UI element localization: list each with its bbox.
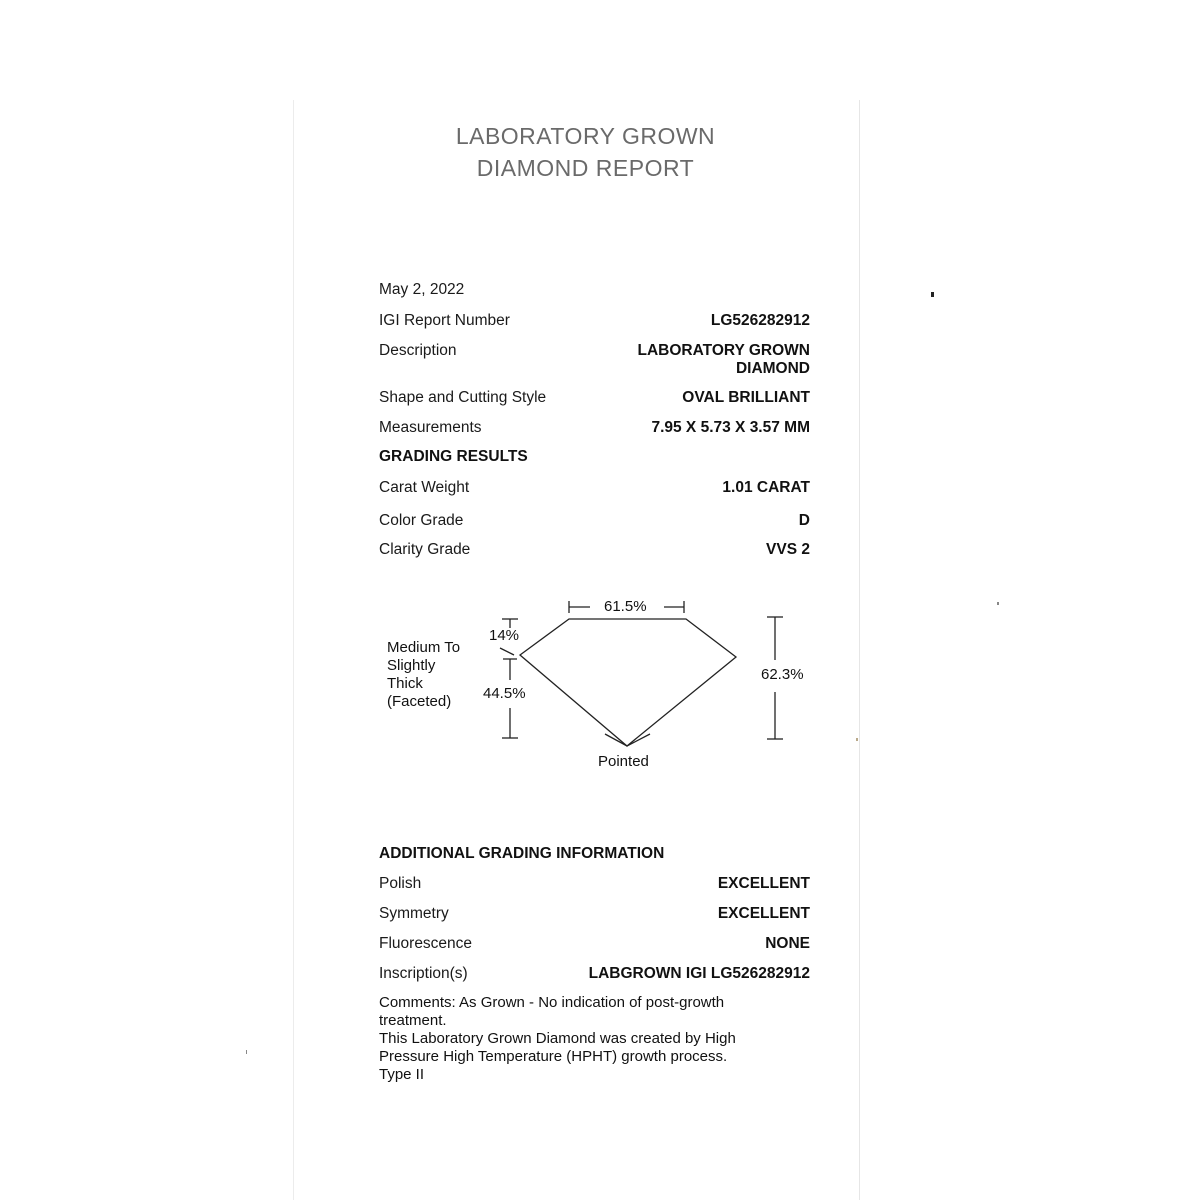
polish-row <box>379 875 810 897</box>
carat-value: 1.01 CARAT <box>722 479 810 496</box>
report-title-line2: DIAMOND REPORT <box>476 155 695 181</box>
table-percentage: 61.5% <box>604 598 647 615</box>
carat-label: Carat Weight <box>379 479 470 496</box>
fluorescence-label: Fluorescence <box>379 935 473 952</box>
color-label: Color Grade <box>379 512 464 529</box>
polish-value: EXCELLENT <box>717 875 810 892</box>
report-date: May 2, 2022 <box>379 281 465 298</box>
fluorescence-row <box>379 935 810 957</box>
inscription-label: Inscription(s) <box>379 965 468 982</box>
scan-speck <box>856 738 858 741</box>
grading-results-heading: GRADING RESULTS <box>379 448 528 465</box>
girdle-line3: Thick <box>387 675 423 692</box>
crown-marker-arrow <box>500 648 514 655</box>
girdle-line1: Medium To <box>387 639 461 656</box>
measurements-label: Measurements <box>379 419 482 436</box>
color-value: D <box>798 512 810 529</box>
polish-label: Polish <box>379 875 422 892</box>
symmetry-label: Symmetry <box>379 905 449 922</box>
report-title-line1: LABORATORY GROWN <box>455 123 716 149</box>
description-value-line2: DIAMOND <box>735 360 810 377</box>
shape-value: OVAL BRILLIANT <box>682 389 810 406</box>
inscription-value: LABGROWN IGI LG526282912 <box>588 965 810 982</box>
crown-percentage: 14% <box>489 627 520 644</box>
inscription-row <box>379 965 810 987</box>
girdle-description <box>387 639 460 711</box>
description-label: Description <box>379 342 457 359</box>
culet-label: Pointed <box>598 753 649 770</box>
scan-speck <box>246 1050 247 1054</box>
comments-line4: Pressure High Temperature (HPHT) growth process. <box>379 1048 728 1065</box>
scan-speck <box>997 602 999 605</box>
additional-heading: ADDITIONAL GRADING INFORMATION <box>379 845 665 862</box>
pavilion-percentage: 44.5% <box>483 685 526 702</box>
symmetry-value: EXCELLENT <box>717 905 810 922</box>
comments-line1: Comments: As Grown - No indication of post-growth <box>379 994 725 1011</box>
culet-mark <box>605 734 650 746</box>
measurements-value: 7.95 X 5.73 X 3.57 MM <box>651 419 810 436</box>
girdle-line4: (Faceted) <box>387 693 452 710</box>
report-number-label: IGI Report Number <box>379 312 510 329</box>
fluorescence-value: NONE <box>765 935 810 952</box>
report-number-value: LG526282912 <box>710 312 810 329</box>
shape-label: Shape and Cutting Style <box>379 389 547 406</box>
description-value-line1: LABORATORY GROWN <box>637 342 810 359</box>
comments-line3: This Laboratory Grown Diamond was created by High <box>379 1030 736 1047</box>
total-depth-percentage: 62.3% <box>761 666 804 683</box>
comments-line5: Type II <box>379 1066 425 1083</box>
diamond-profile-outline <box>520 619 736 746</box>
clarity-label: Clarity Grade <box>379 541 471 558</box>
comments-line2: treatment. <box>379 1012 447 1029</box>
girdle-line2: Slightly <box>387 657 436 674</box>
symmetry-row <box>379 905 810 927</box>
clarity-value: VVS 2 <box>766 541 810 558</box>
scan-speck <box>931 292 934 297</box>
comments-block <box>379 994 779 1084</box>
